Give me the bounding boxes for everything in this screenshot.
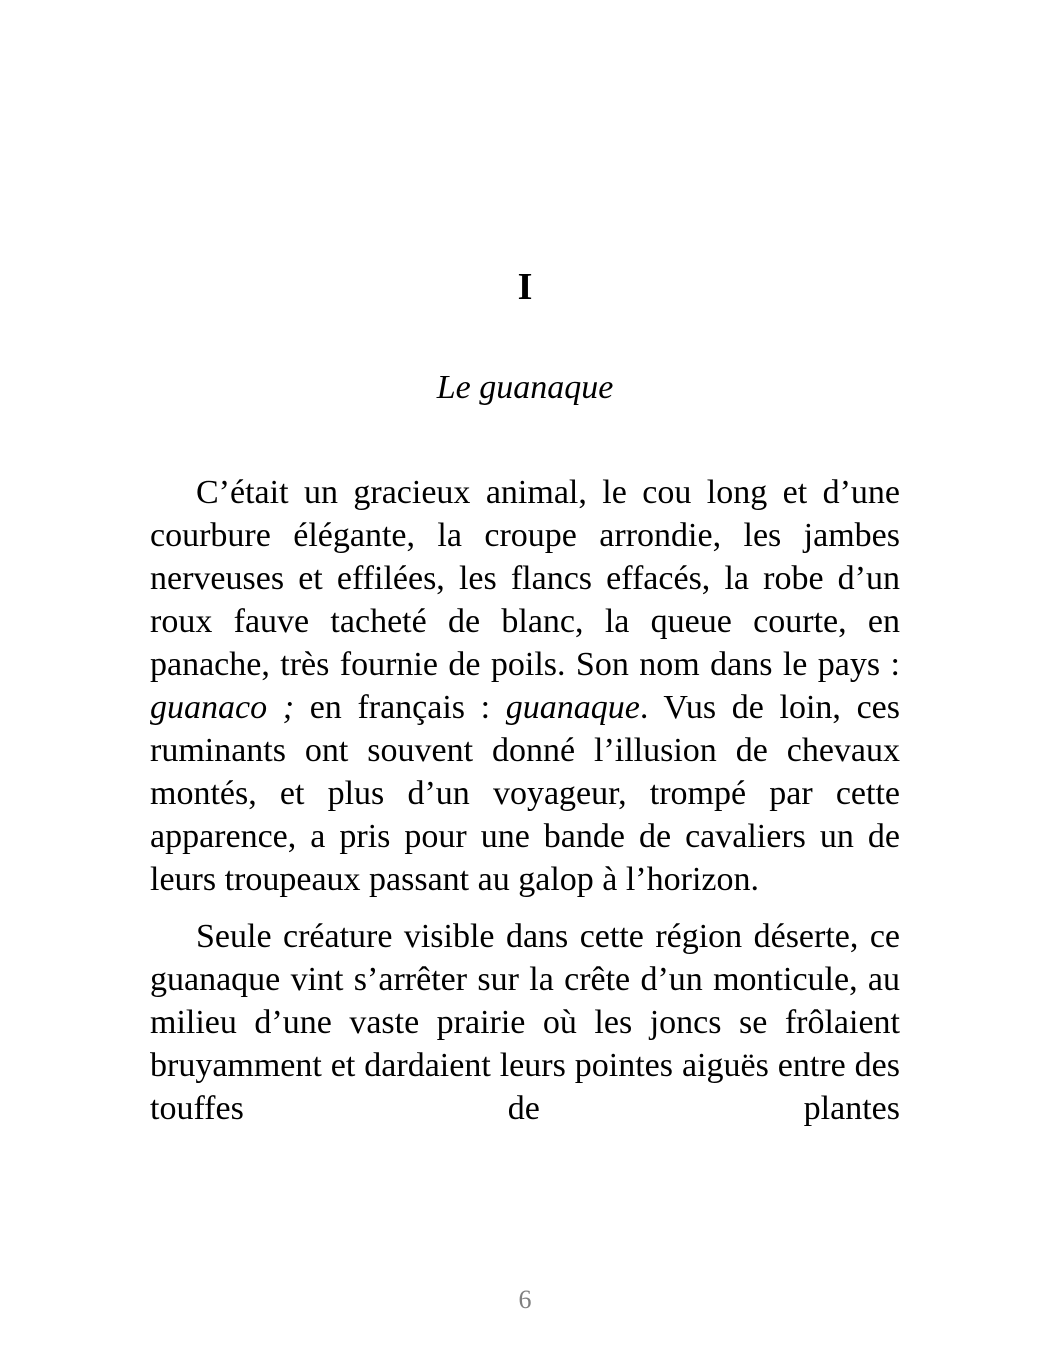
paragraph-1-text-b: en français : <box>294 689 506 726</box>
paragraph-2: Seule créature visible dans cette région déserte, ce guanaque vint s’arrêter sur la crête d’un monticule, au milieu d’une vaste prairie où les joncs se frôlaient bruyamment et dardaient leurs pointes aiguës entre des touffes de plantes <box>150 918 900 1127</box>
paragraph-1-italic-guanaque: guanaque <box>505 689 640 726</box>
page-number: 6 <box>518 1285 532 1314</box>
paragraph-1-italic-guanaco: guanaco ; <box>150 689 295 726</box>
paragraph-1-text-a: C’était un gracieux animal, le cou long et d’une courbure élégante, la croupe arrondie, les jambes nerveuses et effilées, les flancs effacés, la robe d’un roux fauve tacheté de blanc, la queue courte, en panache, très fournie de poils. Son nom dans le pays : <box>150 474 900 683</box>
chapter-number: I <box>517 266 533 308</box>
paragraph-1-text-c: . Vus de loin, ces ruminants ont souvent donné l’illusion de chevaux montés, et plus d’un voyageur, trompé par cette apparence, a pris pour une bande de cavaliers un de leurs troupeaux passant au galop à l’horizon. <box>150 689 900 898</box>
paragraph-1 <box>150 471 900 901</box>
chapter-title: Le guanaque <box>436 369 614 406</box>
chapter-body <box>150 471 900 1130</box>
